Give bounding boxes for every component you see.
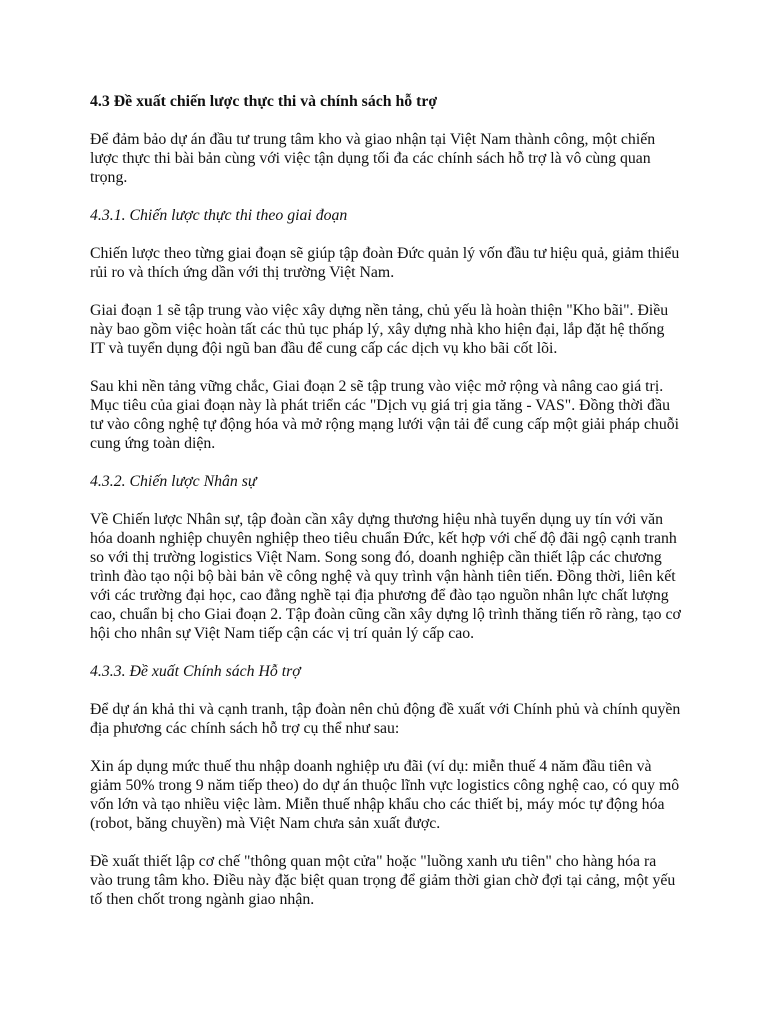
paragraph: Xin áp dụng mức thuế thu nhập doanh nghiệp ưu đãi (ví dụ: miễn thuế 4 năm đầu tiên và giảm 50% trong 9 năm tiếp theo) do dự án thuộc lĩnh vực logistics công nghệ cao, có quy mô vốn lớn và tạo nhiều việc làm. Miễn thuế nhập khẩu cho các thiết bị, máy móc tự động hóa (robot, băng chuyền) mà Việt Nam chưa sản xuất được. (90, 758, 680, 832)
section-title: 4.3 Đề xuất chiến lược thực thi và chính sách hỗ trợ (90, 93, 438, 110)
paragraph: Về Chiến lược Nhân sự, tập đoàn cần xây dựng thương hiệu nhà tuyển dụng uy tín với văn hóa doanh nghiệp chuyên nghiệp theo tiêu chuẩn Đức, kết hợp với chế độ đãi ngộ cạnh tranh so với thị trường logistics Việt Nam. Song song đó, doanh nghiệp cần thiết lập các chương trình đào tạo nội bộ bài bản về công nghệ và quy trình vận hành tiên tiến. Đồng thời, liên kết với các trường đại học, cao đẳng nghề tại địa phương để đào tạo nguồn nhân lực chất lượng cao, chuẩn bị cho Giai đoạn 2. Tập đoàn cũng cần xây dựng lộ trình thăng tiến rõ ràng, tạo cơ hội cho nhân sự Việt Nam tiếp cận các vị trí quản lý cấp cao. (90, 511, 681, 642)
subsection-title-policy: 4.3.3. Đề xuất Chính sách Hỗ trợ (90, 663, 301, 680)
paragraph: Sau khi nền tảng vững chắc, Giai đoạn 2 sẽ tập trung vào việc mở rộng và nâng cao giá trị. Mục tiêu của giai đoạn này là phát triển các "Dịch vụ giá trị gia tăng - VAS". Đồng thời đầu tư vào công nghệ tự động hóa và mở rộng mạng lưới vận tải để cung cấp một giải pháp chuỗi cung ứng toàn diện. (90, 378, 680, 452)
intro-paragraph: Để đảm bảo dự án đầu tư trung tâm kho và giao nhận tại Việt Nam thành công, một chiến lược thực thi bài bản cùng với việc tận dụng tối đa các chính sách hỗ trợ là vô cùng quan trọng. (90, 131, 656, 186)
subsection-title-hr: 4.3.2. Chiến lược Nhân sự (90, 473, 257, 490)
paragraph: Giai đoạn 1 sẽ tập trung vào việc xây dựng nền tảng, chủ yếu là hoàn thiện "Kho bãi". Điều này bao gồm việc hoàn tất các thủ tục pháp lý, xây dựng nhà kho hiện đại, lắp đặt hệ thống IT và tuyển dụng đội ngũ ban đầu để cung cấp các dịch vụ kho bãi cốt lõi. (90, 302, 669, 357)
document-body (90, 92, 682, 928)
paragraph: Để dự án khả thi và cạnh tranh, tập đoàn nên chủ động đề xuất với Chính phủ và chính quyền địa phương các chính sách hỗ trợ cụ thể như sau: (90, 701, 681, 737)
subsection-title-implementation: 4.3.1. Chiến lược thực thi theo giai đoạn (90, 207, 348, 224)
paragraph: Chiến lược theo từng giai đoạn sẽ giúp tập đoàn Đức quản lý vốn đầu tư hiệu quả, giảm thiểu rủi ro và thích ứng dần với thị trường Việt Nam. (90, 245, 680, 281)
paragraph: Đề xuất thiết lập cơ chế "thông quan một cửa" hoặc "luồng xanh ưu tiên" cho hàng hóa ra vào trung tâm kho. Điều này đặc biệt quan trọng để giảm thời gian chờ đợi tại cảng, một yếu tố then chốt trong ngành giao nhận. (90, 853, 676, 908)
